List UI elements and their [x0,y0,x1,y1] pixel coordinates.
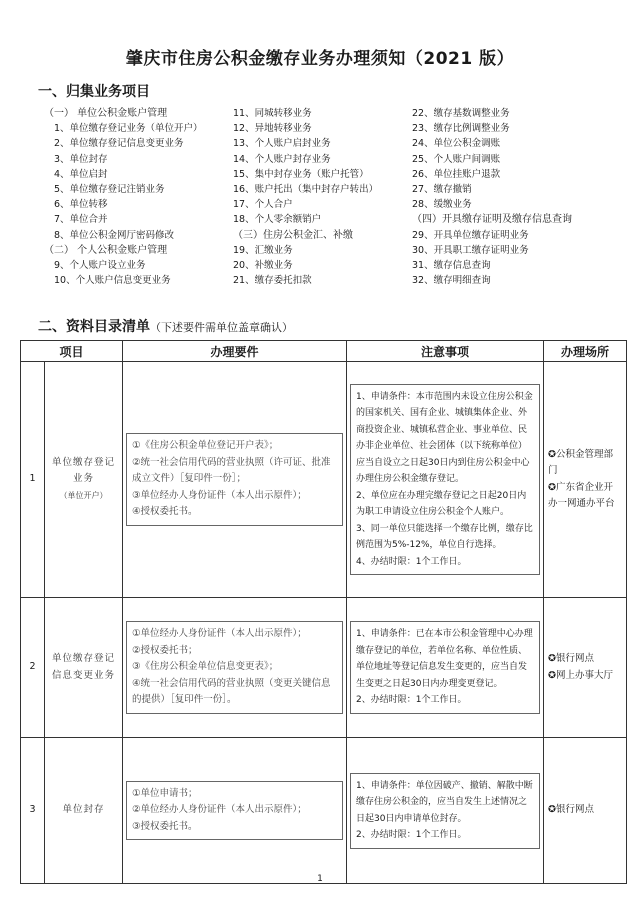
row-notes [347,598,544,738]
requirement-line: ②授权委托书； [132,644,198,656]
row-requirements [123,362,347,598]
note-line: 1、申请条件：本市范围内未设立住房公积金的国家机关、国有企业、城镇集体企业、外商投资企业、城镇私营企业、事业单位、民办非企业单位、社会团体（以下统称单位）应当自设立之日起30日内到住房公积金中心办理住房公积金缴存登记。 [356,391,533,485]
requirement-line: ②统一社会信用代码的营业执照（许可证、批准成立文件）［复印件一份］； [132,456,331,485]
section-heading-business-items: 一、归集业务项目 [38,84,150,100]
notes-box [350,621,540,714]
section-heading-materials [38,316,293,336]
table-row [21,738,627,884]
business-item: 32、缴存明细查询 [412,275,491,287]
business-item: 31、缴存信息查询 [412,259,491,271]
requirements-box [126,781,343,841]
business-column-1 [44,106,229,288]
item-name: 单位缴存登记业务 [52,456,116,485]
note-line: 1、申请条件：单位因破产、撤销、解散中断缴存住房公积金的，应当自发生上述情况之日起30日内申请单位封存。 [356,780,533,824]
item-name: 单位封存 [62,804,105,816]
business-item: 22、缴存基数调整业务 [412,108,510,119]
row-notes [347,738,544,884]
business-item: 18、个人零余额销户 [233,214,322,226]
business-item: （四）开具缴存证明及缴存信息查询 [412,214,572,226]
business-item: 28、缓缴业务 [412,199,472,211]
requirements-box [126,621,343,714]
business-item: 9、个人账户设立业务 [54,259,146,271]
business-item: 6、单位转移 [54,199,108,211]
place-line: ✪银行网点 [548,804,594,816]
business-item: 13、个人账户启封业务 [233,138,331,150]
row-item [45,362,123,598]
row-item [45,598,123,738]
row-notes [347,362,544,598]
place-line: ✪广东省企业开办一网通办平台 [548,481,615,509]
materials-table [20,340,627,884]
page-title: 肇庆市住房公积金缴存业务办理须知（2021 版） [125,49,515,69]
row-requirements [123,738,347,884]
business-item: （三）住房公积金汇、补缴 [233,229,353,241]
note-line: 4、办结时限：1个工作日。 [356,556,467,567]
business-item: 15、集中封存业务（账户托管） [233,168,369,180]
note-line: 2、单位应在办理完缴存登记之日起20日内为职工申请设立住房公积金个人账户。 [356,490,527,518]
requirement-line: ③授权委托书。 [132,820,198,832]
business-item: 21、缴存委托扣款 [233,275,312,287]
table-row [21,598,627,738]
business-item: 26、单位挂账户退款 [412,168,501,180]
requirement-line: ①单位申请书； [132,787,198,799]
business-item: 4、单位启封 [54,168,108,180]
row-item [45,738,123,884]
row-place [544,598,627,738]
place-line: ✪网上办事大厅 [548,669,613,681]
item-subtitle: （单位开户） [59,490,108,500]
business-item: 27、缴存撤销 [412,183,472,195]
row-number: 3 [21,738,45,884]
requirements-box [126,433,343,526]
business-item: 16、账户托出（集中封存户转出） [233,183,379,195]
business-item: 24、单位公积金调账 [412,138,501,150]
business-item: 12、异地转移业务 [233,123,312,135]
business-item: 5、单位缴存登记注销业务 [54,183,165,195]
business-item: 1、单位缴存登记业务（单位开户） [54,123,203,135]
row-place [544,362,627,598]
business-item: 30、开具职工缴存证明业务 [412,244,529,256]
note-line: 3、同一单位只能选择一个缴存比例，缴存比例范围为5%-12%，单位自行选择。 [356,523,533,551]
section-heading-materials-text: 二、资料目录清单 [38,319,150,335]
requirement-line: ①单位经办人身份证件（本人出示原件）； [132,628,307,640]
requirement-line: ④统一社会信用代码的营业执照（变更关键信息的提供）［复印件一份］。 [132,677,331,706]
note-line: 2、办结时限：1个工作日。 [356,695,467,706]
business-item: 20、补缴业务 [233,259,293,271]
business-column-2 [233,106,415,288]
section-note: （下述要件需单位盖章确认） [150,321,293,334]
requirement-line: ①《住房公积金单位登记开户表》； [132,440,279,452]
place-line: ✪银行网点 [548,653,594,664]
business-item: 23、缴存比例调整业务 [412,123,510,135]
note-line: 1、申请条件：已在本市公积金管理中心办理缴存登记的单位，若单位名称、单位性质、单位地址等登记信息发生变更的，应当自发生变更之日起30日内办理变更登记。 [356,629,533,689]
header-project: 项目 [21,341,123,362]
row-place [544,738,627,884]
notes-box [350,773,540,849]
header-notes: 注意事项 [347,341,544,362]
business-item: （一） 单位公积金账户管理 [44,108,168,119]
table-row [21,362,627,598]
business-item: 25、个人账户间调账 [412,153,501,165]
row-number: 1 [21,362,45,598]
page-number: 1 [317,874,323,884]
business-column-3 [412,106,627,288]
business-item: 11、同城转移业务 [233,108,312,119]
item-name: 单位缴存登记信息变更业务 [52,653,116,681]
requirement-line: ④授权委托书。 [132,506,198,518]
business-item: 29、开具单位缴存证明业务 [412,229,529,241]
business-items-list [0,106,640,306]
business-item: 17、个人合户 [233,199,293,211]
notes-box [350,384,540,576]
requirement-line: ③《住房公积金单位信息变更表》； [132,661,279,673]
header-requirements: 办理要件 [123,341,347,362]
table-header-row [21,341,627,362]
requirement-line: ②单位经办人身份证件（本人出示原件）； [132,804,307,816]
business-item: 10、个人账户信息变更业务 [54,275,171,287]
business-item: 14、个人账户封存业务 [233,153,331,165]
header-place: 办理场所 [544,341,627,362]
business-item: 7、单位合并 [54,214,108,226]
business-item: 3、单位封存 [54,153,108,165]
note-line: 2、办结时限：1个工作日。 [356,830,467,840]
business-item: （二） 个人公积金账户管理 [44,244,168,256]
row-number: 2 [21,598,45,738]
business-item: 2、单位缴存登记信息变更业务 [54,138,184,150]
place-line: ✪公积金管理部门 [548,448,613,476]
business-item: 19、汇缴业务 [233,244,293,256]
row-requirements [123,598,347,738]
requirement-line: ③单位经办人身份证件（本人出示原件）； [132,489,307,501]
business-item: 8、单位公积金网厅密码修改 [54,229,175,241]
